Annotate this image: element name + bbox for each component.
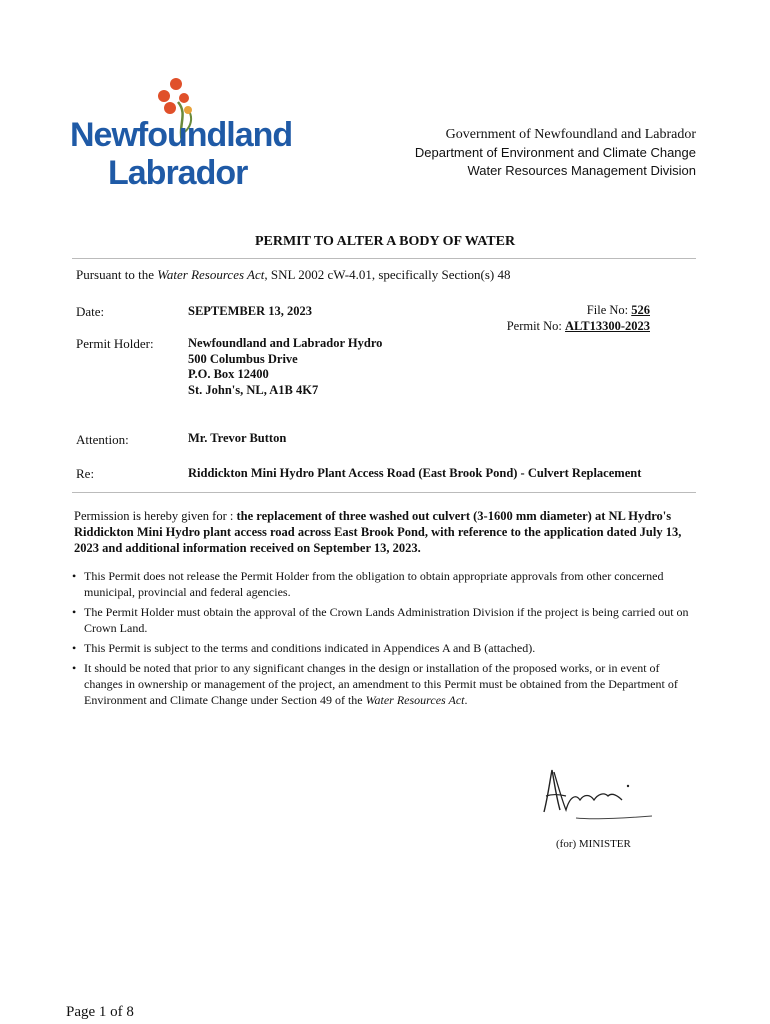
list-item-act: Water Resources Act [365,693,465,707]
department-name: Department of Environment and Climate Change [414,145,696,160]
permission-paragraph [74,508,694,556]
page-number: Page 1 of 8 [66,1004,134,1020]
pursuant-prefix: Pursuant to the [76,267,158,282]
division-name: Water Resources Management Division [467,163,696,178]
date-label: Date: [76,304,105,319]
permission-prefix: Permission is hereby given for : [74,509,237,523]
list-item [72,640,698,656]
pursuant-suffix: , SNL 2002 cW-4.01, specifically Section(s) 48 [264,267,511,282]
pursuant-act: Water Resources Act [157,267,265,282]
holder-name: Newfoundland and Labrador Hydro [188,336,383,350]
permission-body: the replacement of three washed out culvert (3-1600 mm diameter) at NL Hydro's Riddickton Mini Hydro plant access road across East Brook Pond, with reference to the application dated July 13, 2023 and additional information received on September 13, 2023. [74,509,682,555]
bullet-marker: • [72,569,77,583]
pursuant-statement [76,267,510,283]
re-label: Re: [76,466,95,481]
file-no-label: File No: [586,303,632,317]
permit-holder-label: Permit Holder: [76,336,154,351]
list-item-text: This Permit is subject to the terms and conditions indicated in Appendices A and B (attached). [84,641,536,655]
holder-street: 500 Columbus Drive [188,351,298,366]
file-no-value: 526 [631,303,650,317]
file-info [507,303,650,334]
list-item-text: It should be noted that prior to any significant changes in the design or installation of the proposed works, or in event of changes in ownership or management of the project, an amendment to this Permit must be obtained from the Department of Environment and Climate Change under Section 49 of the [84,661,678,707]
government-name: Government of Newfoundland and Labrador [445,127,696,142]
list-item [72,660,698,708]
re-value: Riddickton Mini Hydro Plant Access Road (East Brook Pond) - Culvert Replacement [188,466,642,480]
permit-no-value: ALT13300-2023 [565,318,650,333]
holder-city: St. John's, NL, A1B 4K7 [188,382,319,397]
attention-label: Attention: [76,432,129,447]
attention-value: Mr. Trevor Button [188,431,287,445]
signature-caption: (for) MINISTER [556,838,631,850]
government-header [415,126,696,180]
newfoundland-labrador-logo [70,74,293,194]
logo-word-labrador: Labrador [108,154,248,192]
bullet-marker: • [72,661,77,675]
conditions-list [72,568,698,712]
list-item [72,568,698,600]
list-item [72,604,698,636]
permit-no-label: Permit No: [506,318,566,333]
title-divider [72,258,696,259]
list-item-end: . [464,693,468,707]
holder-po-box: P.O. Box 12400 [188,367,269,381]
bullet-marker: • [72,641,77,655]
handwritten-signature [536,766,660,826]
bullet-marker: • [72,605,77,619]
date-value: SEPTEMBER 13, 2023 [188,304,312,318]
list-item-text: This Permit does not release the Permit Holder from the obligation to obtain appropriate approvals from other concerned municipal, provincial and federal agencies. [84,569,664,599]
list-item-text: The Permit Holder must obtain the approval of the Crown Lands Administration Division if the project is being carried out on Crown Land. [84,605,689,635]
permit-holder-address [188,336,382,398]
logo-word-newfoundland: Newfoundland [70,116,293,154]
document-title: PERMIT TO ALTER A BODY OF WATER [254,234,516,249]
re-divider [72,492,696,493]
